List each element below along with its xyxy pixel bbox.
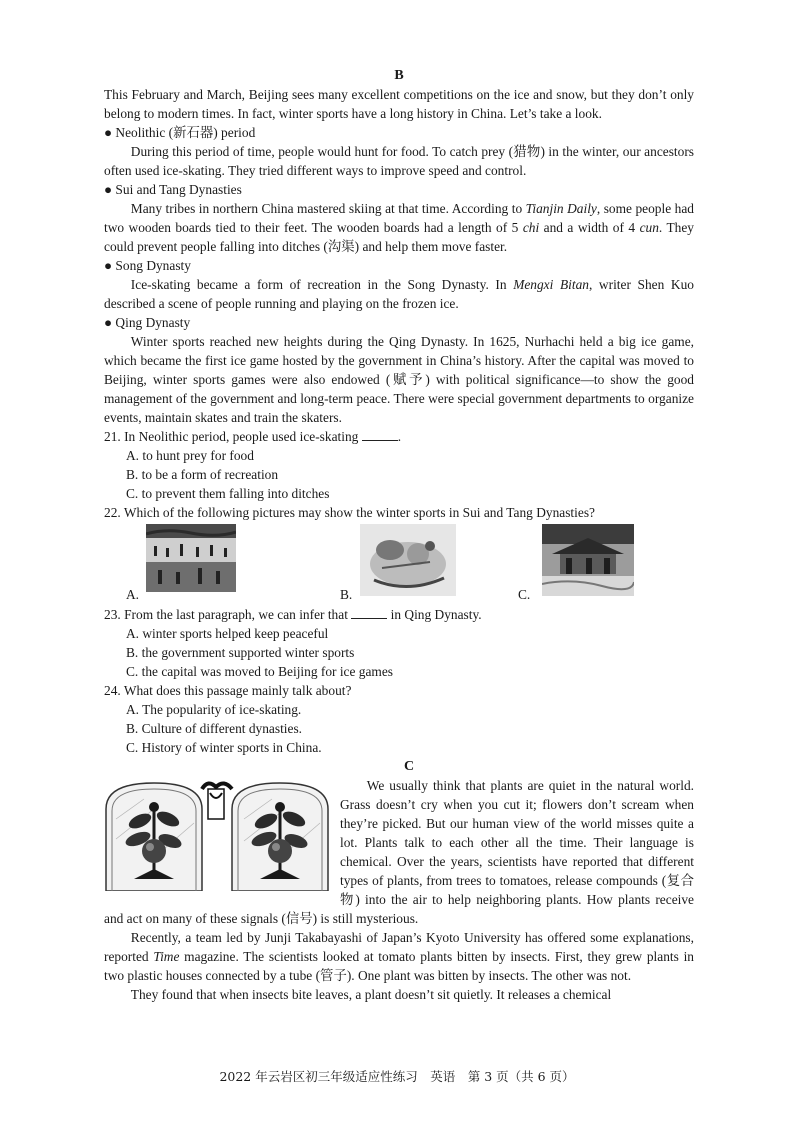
- picture-label-a: A.: [126, 587, 140, 602]
- q24-option-a: A. The popularity of ice-skating.: [126, 702, 302, 717]
- period-heading-qing: ● Qing Dynasty: [104, 315, 191, 330]
- q23-option-c: C. the capital was moved to Beijing for ice games: [126, 664, 393, 679]
- picture-label-c: C.: [518, 587, 531, 602]
- answer-blank: [362, 428, 398, 441]
- figure-on-boards-picture: [360, 524, 456, 596]
- section-c-body: [104, 776, 694, 1004]
- source-time-magazine: Time: [153, 949, 180, 964]
- q24-option-b: B. Culture of different dynasties.: [126, 721, 303, 736]
- q21-option-c: C. to prevent them falling into ditches: [126, 486, 330, 501]
- q23-option-b: B. the government supported winter sports: [126, 645, 355, 660]
- q21-option-a: A. to hunt prey for food: [126, 448, 254, 463]
- question-23: 23. From the last paragraph, we can infer that in Qing Dynasty.: [104, 607, 482, 622]
- pavilion-snow-picture: [542, 524, 634, 596]
- q22-picture-b: [340, 524, 470, 604]
- q22-picture-c: [518, 524, 648, 604]
- period-heading-neolithic: ● Neolithic (新石器) period: [104, 125, 256, 140]
- answer-blank: [351, 606, 387, 619]
- period-heading-song: ● Song Dynasty: [104, 258, 191, 273]
- skating-scene-picture: [146, 524, 236, 592]
- period-text-qing: Winter sports reached new heights during the Qing Dynasty. In 1625, Nurhachi held a big ice game, which became the first ice game hosted by the government in China’s history. After the capital was moved to Beijing, winter sports games were also endowed (赋予) with political significance—to show the good management of the government and long-term peace. There were special government departments to organize events, maintain skates and train the skaters.: [104, 334, 694, 425]
- talking-plants-illustration: [104, 779, 330, 891]
- picture-label-b: B.: [340, 587, 353, 602]
- source-mengxi-bitan: Mengxi Bitan: [513, 277, 589, 292]
- q22-picture-a: [126, 524, 246, 604]
- section-c-title: C: [403, 759, 415, 774]
- period-heading-sui-tang: ● Sui and Tang Dynasties: [104, 182, 242, 197]
- page-footer: 2022 年云岩区初三年级适应性练习 英语 第 3 页（共 6 页）: [219, 1069, 575, 1084]
- source-tianjin-daily: Tianjin Daily: [525, 201, 597, 216]
- section-c-paragraph-3: They found that when insects bite leaves, a plant doesn’t sit quietly. It releases a chemical: [130, 987, 612, 1002]
- section-b-title: B: [394, 68, 404, 83]
- q21-option-b: B. to be a form of recreation: [126, 467, 279, 482]
- period-text-sui-tang: Many tribes in northern China mastered skiing at that time. According to Tianjin Daily, some people had two wooden boards tied to their feet. The wooden boards had a length of 5 chi and a width of 4 cun. They could prevent people falling into ditches (沟渠) and help them move faster.: [104, 201, 695, 254]
- exam-page: [104, 66, 694, 1004]
- question-21: 21. In Neolithic period, people used ice-skating .: [104, 429, 402, 444]
- section-b-intro: This February and March, Beijing sees many excellent competitions on the ice and snow, but they don’t only belong to modern times. In fact, winter sports have a long history in China. Let’s take a look.: [104, 87, 694, 121]
- q23-option-a: A. winter sports helped keep peaceful: [126, 626, 329, 641]
- question-22: 22. Which of the following pictures may show the winter sports in Sui and Tang Dynasties?: [104, 505, 595, 520]
- q22-pictures: [104, 524, 694, 604]
- q24-option-c: C. History of winter sports in China.: [126, 740, 322, 755]
- section-c-paragraph-2: Recently, a team led by Junji Takabayashi of Japan’s Kyoto University has offered some explanations, reported Time magazine. The scientists looked at tomato plants bitten by insects. First, they grew plants in two plastic houses connected by a tube (管子). One plant was bitten by insects. The other was not.: [104, 930, 694, 983]
- period-text-neolithic: During this period of time, people would hunt for food. To catch prey (猎物) in the winter, our ancestors often used ice-skating. They tried different ways to improve speed and control.: [104, 144, 694, 178]
- question-24: 24. What does this passage mainly talk about?: [104, 683, 352, 698]
- section-c-paragraph-1: We usually think that plants are quiet in the natural world. Grass doesn’t cry when you cut it; flowers don’t scream when they’re picked. But our human view of the world misses quite a lot. Plants talk to each other all the time. Their language is chemical. Over the years, scientists have reported that different types of plants, from trees to tomatoes, release compounds (复合物) into the air to help neighboring plants. How plants receive and act on many of these signals (信号) is still mysterious.: [104, 778, 694, 926]
- period-text-song: Ice-skating became a form of recreation in the Song Dynasty. In Mengxi Bitan, writer Shen Kuo described a scene of people running and playing on the frozen ice.: [104, 277, 694, 311]
